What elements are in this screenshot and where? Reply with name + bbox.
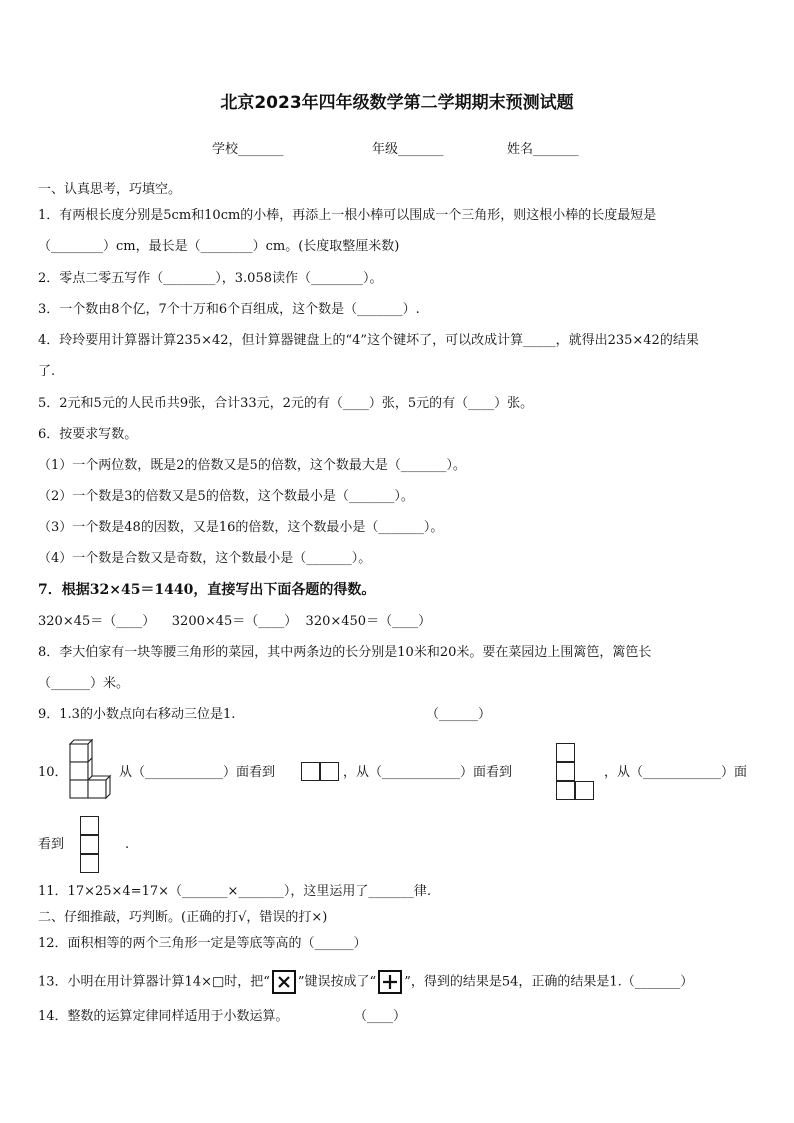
question-4-line2: 了. (38, 364, 56, 379)
multiply-key-icon (272, 970, 296, 994)
name-field: 姓名_______ (507, 142, 579, 157)
question-10-dot: . (125, 837, 130, 852)
question-3: 3．一个数由8个亿，7个十万和6个百组成，这个数是（_______）. (38, 302, 420, 317)
page-title: 北京2023年四年级数学第二学期期末预测试题 (220, 93, 574, 113)
question-1-line2: （________）cm，最长是（________）cm。(长度取整厘米数) (38, 239, 400, 254)
view-square (556, 743, 575, 762)
question-6-part-1: （1）一个两位数，既是2的倍数又是5的倍数，这个数最大是（_______）。 (38, 458, 466, 473)
question-10-number: 10． (38, 765, 68, 780)
question-7-items: 320×45＝（____） 3200×45＝（____） 320×450＝（____） (38, 614, 432, 629)
question-5: 5．2元和5元的人民币共9张，合计33元，2元的有（____）张，5元的有（____）张。 (38, 396, 534, 411)
section-2-heading: 二、仔细推敲，巧判断。(正确的打√，错误的打×) (38, 910, 328, 925)
question-7: 7．根据32×45＝1440，直接写出下面各题的得数。 (38, 582, 376, 598)
question-6: 6．按要求写数。 (38, 427, 138, 442)
view-square (320, 762, 339, 781)
question-4-line1: 4．玲玲要用计算器计算235×42，但计算器键盘上的“4”这个键坏了，可以改成计算_____，就得出235×42的结果 (38, 333, 699, 348)
question-11: 11．17×25×4=17×（_______×_______），这里运用了_______律. (38, 884, 432, 899)
view-square (556, 781, 575, 800)
question-2: 2．零点二零五写作（________），3.058读作（________）。 (38, 271, 383, 286)
question-6-part-2: （2）一个数是3的倍数又是5的倍数，这个数最小是（_______）。 (38, 489, 414, 504)
question-6-part-4: （4）一个数是合数又是奇数，这个数最小是（_______）。 (38, 551, 372, 566)
view-square (80, 816, 99, 835)
question-14: 14．整数的运算定律同样适用于小数运算。 (38, 1009, 289, 1024)
question-14-blank: （____） (354, 1009, 407, 1024)
section-1-heading: 一、认真思考，巧填空。 (38, 182, 182, 197)
question-10-view-1: 从（____________）面看到 (119, 765, 276, 780)
view-square (556, 762, 575, 781)
view-square (80, 854, 99, 873)
question-13-mid: ”键误按成了“ (297, 974, 377, 990)
question-9-blank: （______） (426, 707, 492, 722)
grade-field: 年级_______ (372, 142, 444, 157)
question-9: 9．1.3的小数点向右移动三位是1. (38, 707, 236, 722)
view-square (80, 835, 99, 854)
cube-stack-figure (64, 738, 114, 808)
question-12: 12．面积相等的两个三角形一定是等底等高的（______） (38, 936, 367, 951)
question-13-post: ”，得到的结果是54，正确的结果是1.（_______） (404, 974, 694, 990)
question-13 (38, 970, 693, 994)
question-10-view-2: ，从（____________）面看到 (343, 765, 513, 780)
question-10-see: 看到 (38, 837, 65, 852)
view-square (301, 762, 320, 781)
plus-key-icon (378, 970, 402, 994)
question-8-line1: 8．李大伯家有一块等腰三角形的菜园，其中两条边的长分别是10米和20米。要在菜园边上围篱笆，篱笆长 (38, 645, 652, 660)
view-square (575, 781, 594, 800)
school-field: 学校_______ (212, 142, 284, 157)
question-10-view-3: ，从（____________）面 (604, 765, 748, 780)
question-1-line1: 1．有两根长度分别是5cm和10cm的小棒，再添上一根小棒可以围成一个三角形，则这根小棒的长度最短是 (38, 208, 657, 223)
question-13-pre: 13．小明在用计算器计算14×□时，把“ (38, 974, 270, 990)
question-6-part-3: （3）一个数是48的因数，又是16的倍数，这个数最小是（_______）。 (38, 520, 444, 535)
question-8-line2: （______）米。 (38, 676, 130, 691)
